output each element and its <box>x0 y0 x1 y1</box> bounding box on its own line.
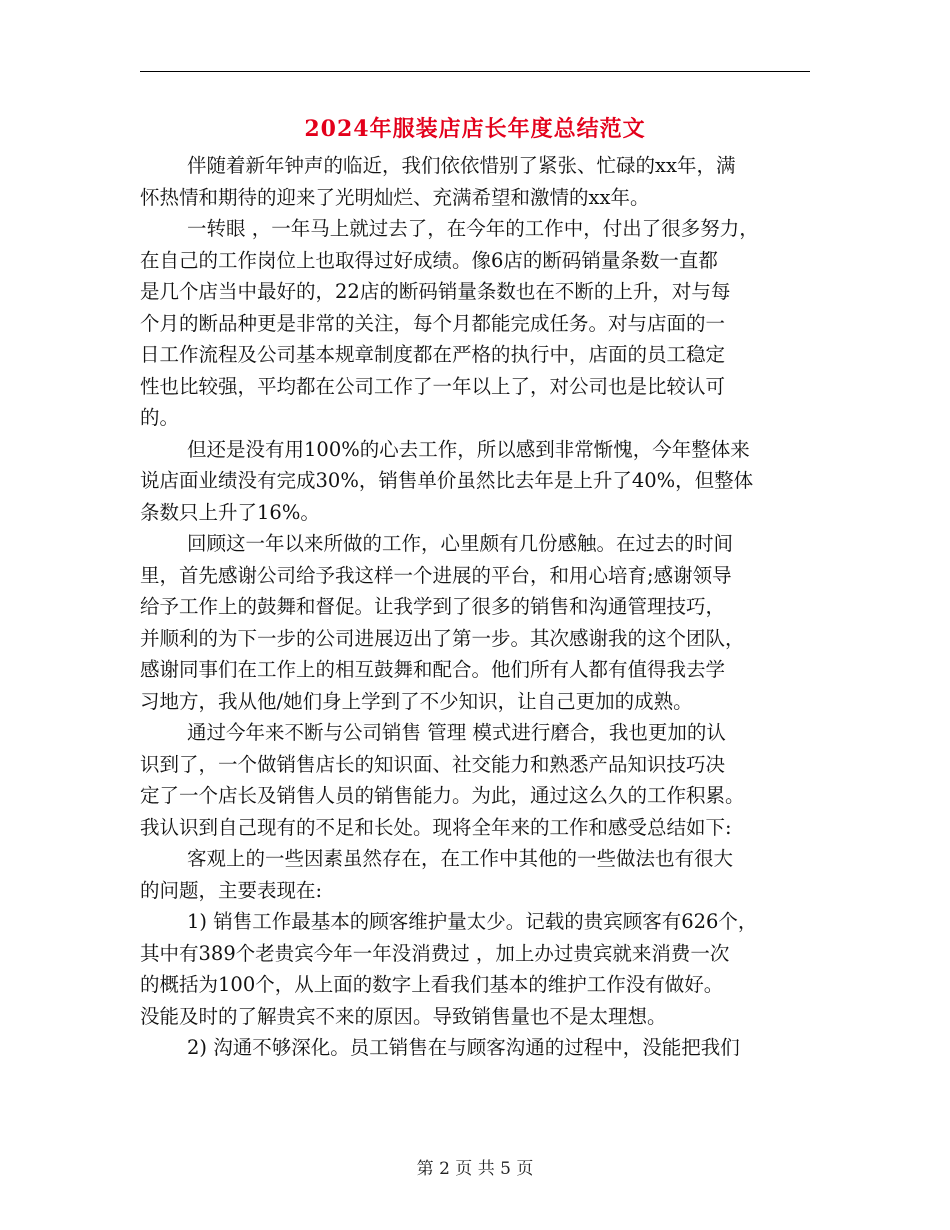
body-line: 没能及时的了解贵宾不来的原因。导致销售量也不是太理想。 <box>140 1004 667 1028</box>
body-line: 习地方，我从他/她们身上学到了不少知识，让自己更加的成熟。 <box>140 689 693 713</box>
body-line: 伴随着新年钟声的临近，我们依依惜别了紧张、忙碌的xx年，满 <box>187 154 736 177</box>
body-line: 的问题，主要表现在: <box>140 878 323 902</box>
body-line: 日工作流程及公司基本规章制度都在严格的执行中，店面的员工稳定 <box>140 343 726 366</box>
body-line: 2) 沟通不够深化。员工销售在与顾客沟通的过程中，没能把我们 <box>187 1036 740 1059</box>
body-line: 其中有389个老贵宾今年一年没消费过 ，加上办过贵宾就来消费一次 <box>140 941 730 965</box>
body-line: 识到了，一个做销售店长的知识面、社交能力和熟悉产品知识技巧决 <box>140 752 726 776</box>
body-line: 怀热情和期待的迎来了光明灿烂、充满希望和激情的xx年。 <box>140 185 650 209</box>
body-line: 我认识到自己现有的不足和长处。现将全年来的工作和感受总结如下: <box>140 815 732 839</box>
body-line: 里，首先感谢公司给予我这样一个进展的平台，和用心培育;感谢领导 <box>140 563 732 587</box>
body-line: 但还是没有用100%的心去工作，所以感到非常惭愧，今年整体来 <box>187 437 750 461</box>
header-rule <box>140 71 810 72</box>
body-line: 的。 <box>140 406 180 429</box>
body-line: 在自己的工作岗位上也取得过好成绩。像6店的断码销量条数一直都 <box>140 248 718 272</box>
body-line: 定了一个店长及销售人员的销售能力。为此，通过这么久的工作积累。 <box>140 784 745 807</box>
body-line: 回顾这一年以来所做的工作，心里颇有几份感触。在过去的时间 <box>187 532 734 555</box>
body-line: 说店面业绩没有完成30%，销售单价虽然比去年是上升了40%，但整体 <box>140 469 754 492</box>
body-line: 给予工作上的鼓舞和督促。让我学到了很多的销售和沟通管理技巧， <box>140 595 726 618</box>
body-line: 是几个店当中最好的，22店的断码销量条数也在不断的上升，对与每 <box>140 280 731 303</box>
body-line: 条数只上升了16%。 <box>140 500 320 524</box>
body-line: 的概括为100个，从上面的数字上看我们基本的维护工作没有做好。 <box>140 973 724 996</box>
page-footer: 第 2 页 共 5 页 <box>416 1159 534 1179</box>
body-line: 并顺利的为下一步的公司进展迈出了第一步。其次感谢我的这个团队， <box>140 626 745 650</box>
body-line: 通过今年来不断与公司销售 管理 模式进行磨合，我也更加的认 <box>187 721 726 744</box>
body-line: 一转眼 ，一年马上就过去了，在今年的工作中，付出了很多努力， <box>187 217 759 240</box>
body-line: 感谢同事们在工作上的相互鼓舞和配合。他们所有人都有值得我去学 <box>140 658 726 681</box>
document-body <box>140 150 810 1064</box>
document-title: 2024年服装店店长年度总结范文 <box>304 116 646 142</box>
body-line: 客观上的一些因素虽然存在，在工作中其他的一些做法也有很大 <box>187 847 734 870</box>
body-line: 性也比较强，平均都在公司工作了一年以上了，对公司也是比较认可 <box>140 374 726 398</box>
body-line: 1) 销售工作最基本的顾客维护量太少。记载的贵宾顾客有626个， <box>187 910 758 933</box>
body-line: 个月的断品种更是非常的关注，每个月都能完成任务。对与店面的一 <box>140 311 726 335</box>
